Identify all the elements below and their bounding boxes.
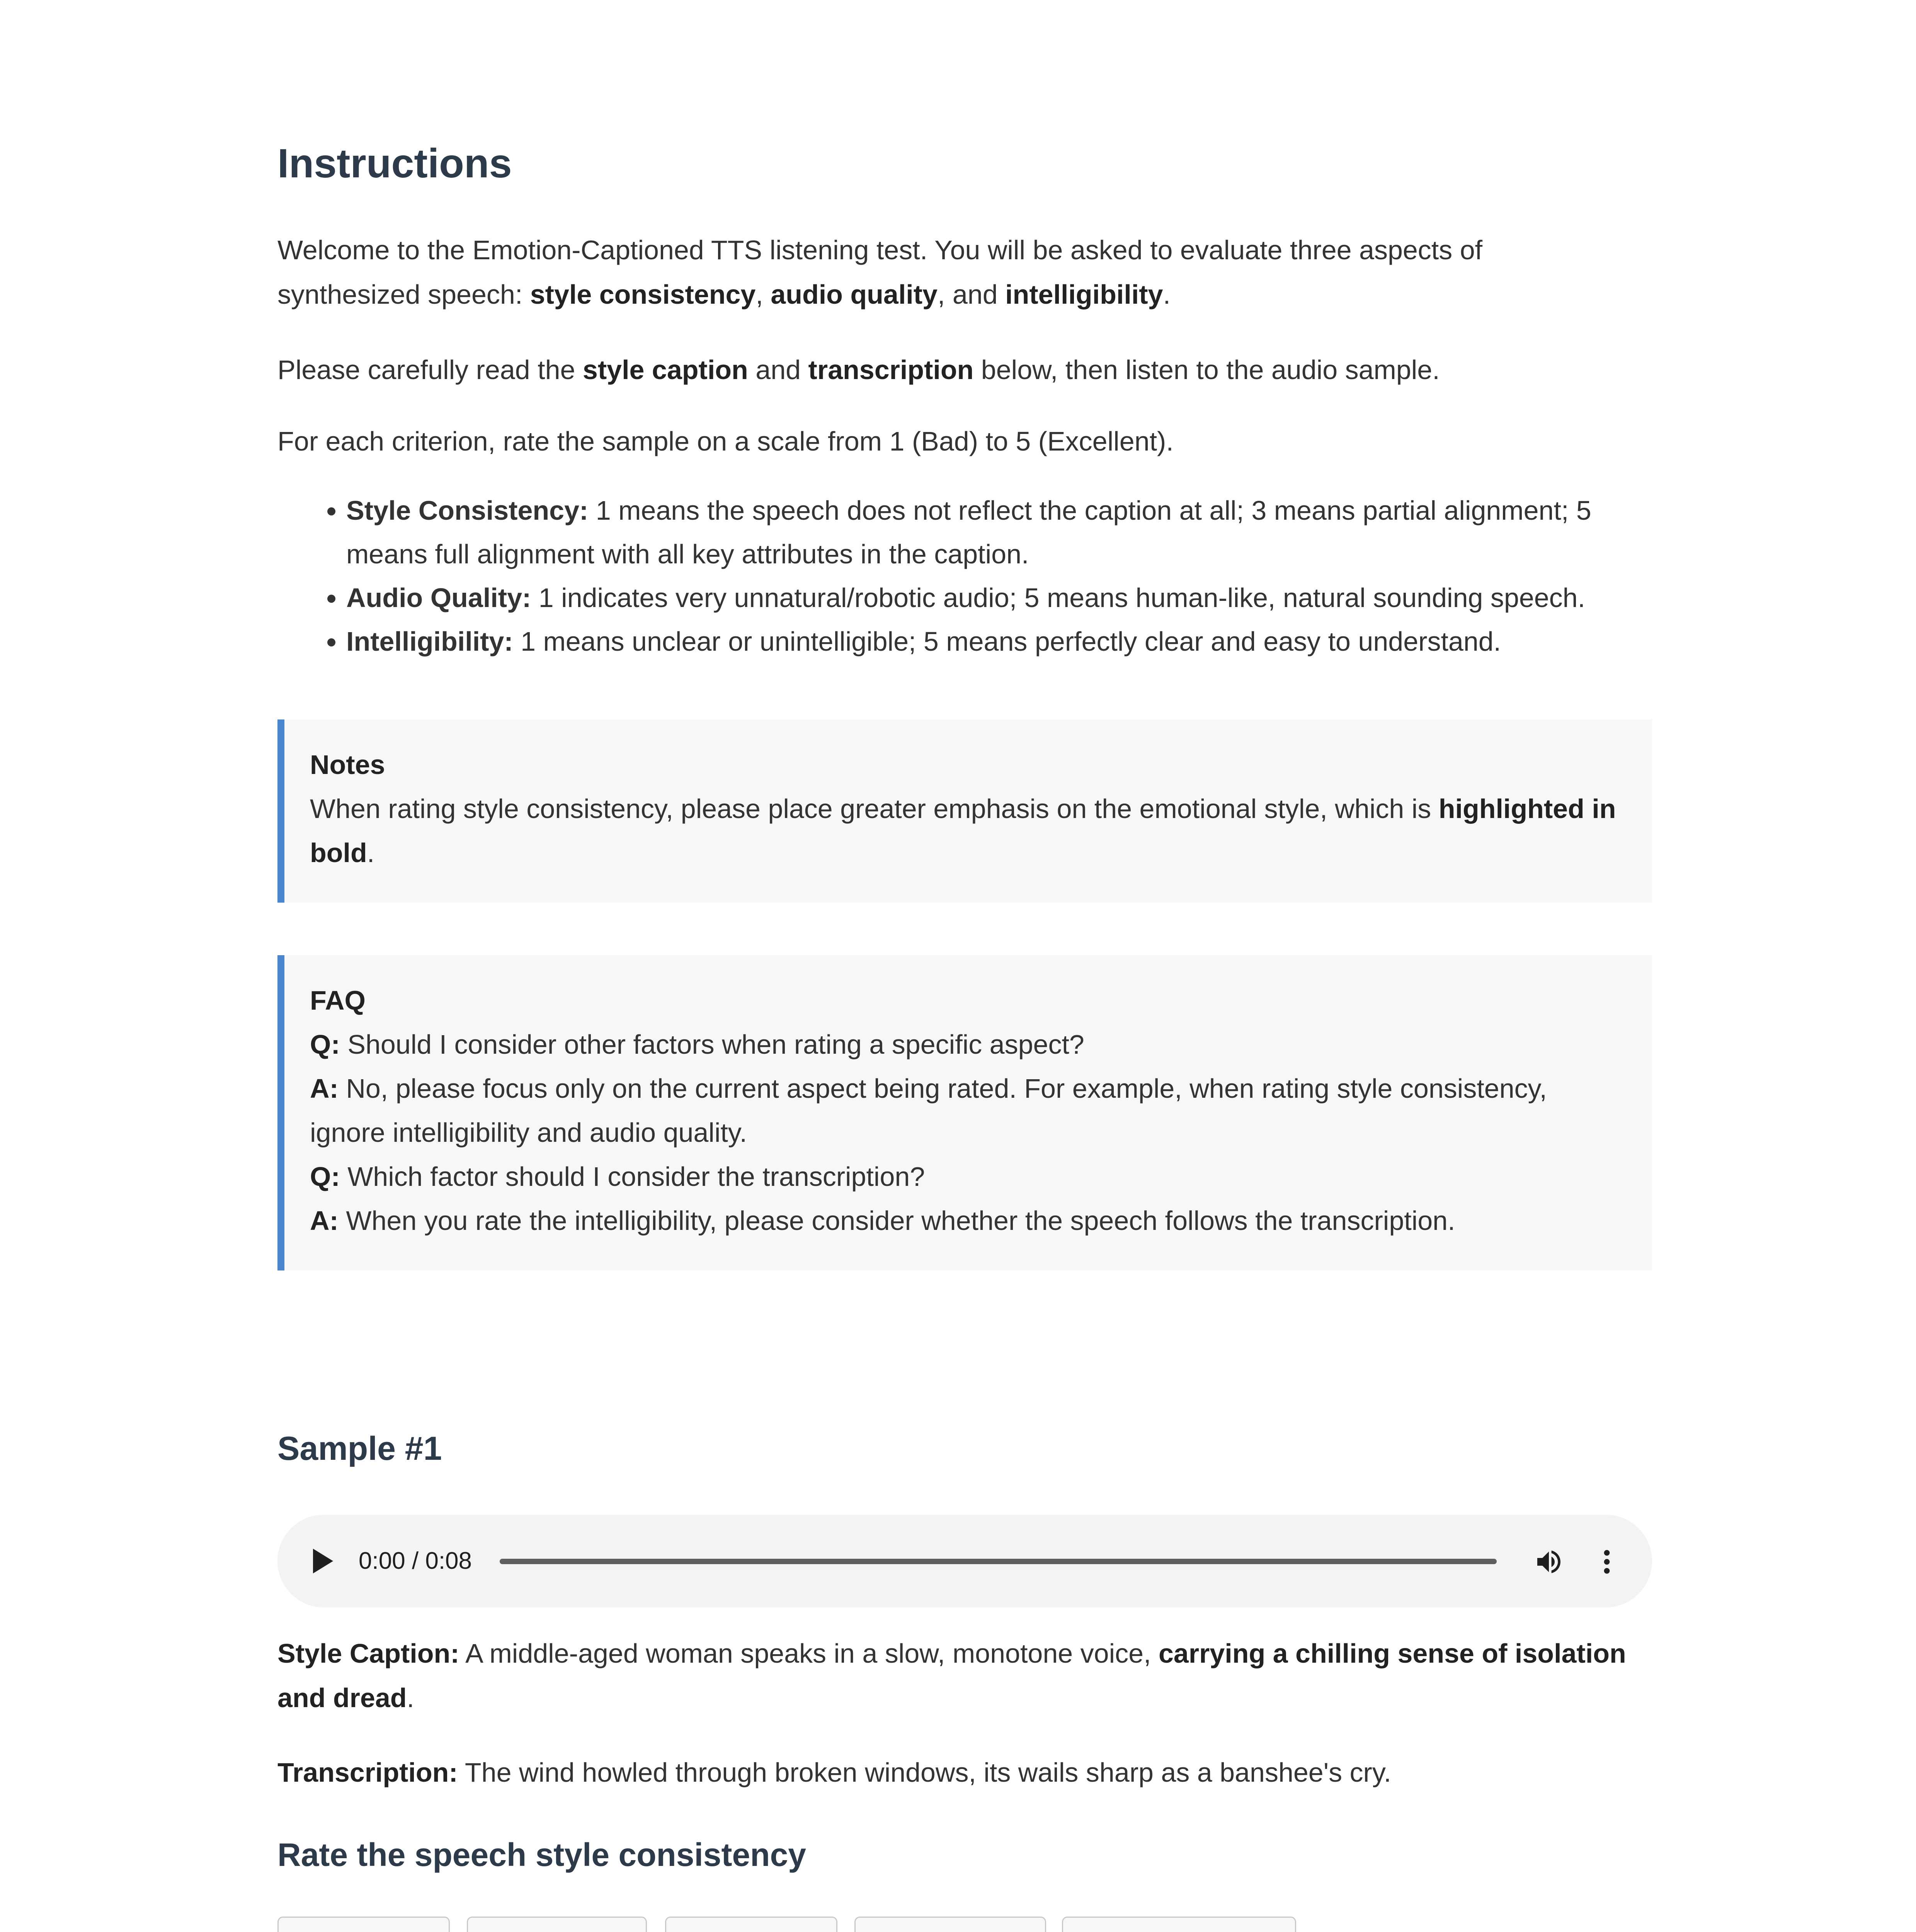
rating-option[interactable] xyxy=(467,1917,647,1932)
audio-player[interactable] xyxy=(277,1515,1652,1607)
aspect-intelligibility: intelligibility xyxy=(1005,279,1163,310)
aspect-style-consistency: style consistency xyxy=(530,279,756,310)
notes-highlight: highlighted in bold xyxy=(310,794,1616,868)
rating-title-style-consistency: Rate the speech style consistency xyxy=(277,1837,806,1873)
criteria-text: 1 means unclear or unintelligible; 5 means perfectly clear and easy to understand. xyxy=(513,626,1501,656)
notes-body: When rating style consistency, please place greater emphasis on the emotional style, which is xyxy=(310,794,1439,824)
criteria-label: Audio Quality: xyxy=(346,583,531,613)
rating-option[interactable] xyxy=(277,1917,450,1932)
read-transcription: transcription xyxy=(808,355,974,385)
read-style-caption: style caption xyxy=(582,355,748,385)
faq-a-text: No, please focus only on the current aspect being rated. For example, when rating style consistency, ignore intelligibility and audio quality. xyxy=(310,1073,1547,1148)
rating-option[interactable] xyxy=(665,1917,837,1932)
read-prefix: Please carefully read the xyxy=(277,355,583,385)
style-caption-end: . xyxy=(407,1683,414,1713)
criteria-label: Intelligibility: xyxy=(346,626,513,656)
scale-instructions: For each criterion, rate the sample on a scale from 1 (Bad) to 5 (Excellent). xyxy=(277,426,1174,456)
criteria-item-audio-quality xyxy=(346,576,1652,620)
style-caption xyxy=(277,1631,1652,1720)
criteria-label: Style Consistency: xyxy=(346,495,589,526)
transcription xyxy=(277,1750,1652,1795)
faq-answer xyxy=(310,1199,1620,1243)
faq-a-text: When you rate the intelligibility, please consider whether the speech follows the transcription. xyxy=(338,1206,1455,1236)
read-instructions xyxy=(277,348,1652,392)
read-and: and xyxy=(748,355,808,385)
notes-text xyxy=(310,787,1620,875)
aspect-audio-quality: audio quality xyxy=(771,279,938,310)
notes-title: Notes xyxy=(310,750,385,780)
faq-box xyxy=(277,955,1652,1270)
intro-sep-1: , xyxy=(756,279,771,310)
sample-title: Sample #1 xyxy=(277,1430,442,1467)
transcription-label: Transcription: xyxy=(277,1757,458,1787)
faq-a-label: A: xyxy=(310,1206,339,1236)
read-suffix: below, then listen to the audio sample. xyxy=(973,355,1440,385)
intro-end: . xyxy=(1163,279,1171,310)
notes-box xyxy=(277,719,1652,903)
more-options-icon[interactable] xyxy=(1599,1546,1615,1577)
faq-q-text: Should I consider other factors when rating a specific aspect? xyxy=(340,1029,1084,1060)
criteria-list xyxy=(277,489,1652,663)
faq-q-label: Q: xyxy=(310,1029,340,1060)
intro-paragraph xyxy=(277,228,1652,317)
rating-option[interactable] xyxy=(1062,1917,1296,1932)
faq-question xyxy=(310,1022,1620,1066)
intro-text-line-1: Welcome to the Emotion-Captioned TTS listening test. You will be asked to evaluate three aspects of xyxy=(277,235,1483,265)
criteria-text: 1 indicates very unnatural/robotic audio; 5 means human-like, natural sounding speech. xyxy=(531,583,1586,613)
instructions-title: Instructions xyxy=(277,141,512,186)
style-caption-text: A middle-aged woman speaks in a slow, monotone voice, xyxy=(459,1638,1159,1668)
style-caption-emphasis: carrying a chilling sense of isolation and dread xyxy=(277,1638,1626,1713)
faq-q-text: Which factor should I consider the transcription? xyxy=(340,1162,925,1192)
faq-a-label: A: xyxy=(310,1073,339,1104)
faq-answer xyxy=(310,1066,1620,1155)
audio-progress-bar[interactable] xyxy=(500,1559,1497,1564)
transcription-text: The wind howled through broken windows, its wails sharp as a banshee's cry. xyxy=(458,1757,1392,1787)
faq-q-label: Q: xyxy=(310,1162,340,1192)
faq-title: FAQ xyxy=(310,985,366,1015)
intro-text-prefix: synthesized speech: xyxy=(277,279,530,310)
volume-icon[interactable] xyxy=(1533,1546,1564,1577)
notes-end: . xyxy=(367,838,375,868)
criteria-item-style-consistency xyxy=(346,489,1652,576)
audio-time: 0:00 / 0:08 xyxy=(359,1548,472,1574)
criteria-text: 1 means the speech does not reflect the caption at all; 3 means partial alignment; 5 means full alignment with all key attributes in the caption. xyxy=(346,495,1591,569)
criteria-item-intelligibility xyxy=(346,620,1652,663)
rating-option[interactable] xyxy=(854,1917,1046,1932)
style-caption-label: Style Caption: xyxy=(277,1638,459,1668)
faq-question xyxy=(310,1155,1620,1199)
intro-sep-2: , and xyxy=(937,279,1006,310)
play-icon[interactable] xyxy=(313,1549,333,1573)
